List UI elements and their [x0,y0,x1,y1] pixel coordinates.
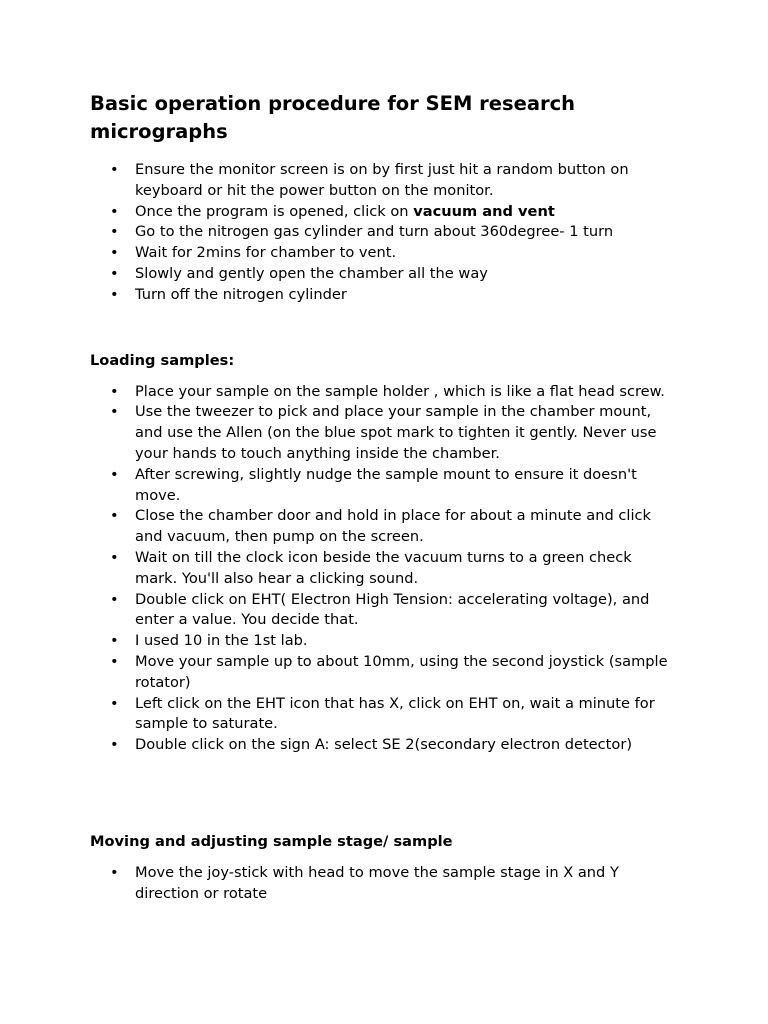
list-item [90,506,675,548]
list-item [90,631,675,652]
list-item [90,652,675,694]
list-item [90,863,675,905]
section-heading-loading: Loading samples: [90,351,235,369]
bullet: • [110,403,119,421]
list-item [90,402,675,464]
moving-steps-list [90,863,690,905]
document-page [90,90,690,905]
intro-steps-list [90,160,690,306]
step-text: Move the joy-stick with head to move the sample stage in X and Y direction or rotate [135,863,619,902]
step-text: Use the tweezer to pick and place your sample in the chamber mount, and use the Allen (on the blue spot mark to tighten it gently. Never use your hands to touch anything inside the chamber. [135,403,657,462]
bullet: • [110,694,119,712]
bullet: • [110,863,119,881]
step-text: Wait for 2mins for chamber to vent. [135,244,397,262]
list-item [90,548,675,590]
bullet: • [110,244,119,262]
list-item [90,243,675,264]
step-text: Go to the nitrogen gas cylinder and turn about 360degree- 1 turn [135,223,614,241]
step-text: Turn off the nitrogen cylinder [135,285,347,303]
step-text: Once the program is opened, click on [135,202,414,220]
step-text: I used 10 in the 1st lab. [135,632,308,650]
list-item [90,264,675,285]
step-text: Ensure the monitor screen is on by first just hit a random button on keyboard or hit the power button on the monitor. [135,161,629,199]
list-item [90,465,675,507]
bullet: • [110,202,119,220]
document-title: Basic operation procedure for SEM research micrographs [90,92,576,143]
list-item [90,222,675,243]
bullet: • [110,382,119,400]
step-text: Double click on the sign A: select SE 2(secondary electron detector) [135,736,633,754]
step-text: After screwing, slightly nudge the sample mount to ensure it doesn't move. [135,465,637,504]
step-text: Slowly and gently open the chamber all the way [135,264,488,282]
bullet: • [110,548,119,566]
bullet: • [110,632,119,650]
bullet: • [110,736,119,754]
list-item [90,694,675,736]
list-item [90,382,675,403]
bullet: • [110,161,119,178]
loading-steps-list [90,382,690,756]
list-item [90,160,675,202]
step-text: Double click on EHT( Electron High Tension: accelerating voltage), and enter a value. You decide that. [135,590,650,629]
bullet: • [110,652,119,670]
list-item [90,590,675,632]
step-text: Move your sample up to about 10mm, using the second joystick (sample rotator) [135,652,668,691]
list-item [90,735,675,756]
bullet: • [110,264,119,282]
bullet: • [110,507,119,525]
step-text: Close the chamber door and hold in place for about a minute and click and vacuum, then pump on the screen. [135,507,651,546]
step-text: Place your sample on the sample holder , which is like a flat head screw. [135,382,665,400]
bullet: • [110,285,119,303]
section-heading-moving: Moving and adjusting sample stage/ sample [90,832,453,850]
step-text: Wait on till the clock icon beside the vacuum turns to a green check mark. You'll also hear a clicking sound. [135,548,632,587]
bullet: • [110,590,119,608]
step-text: Left click on the EHT icon that has X, click on EHT on, wait a minute for sample to saturate. [135,694,655,733]
list-item [90,202,675,223]
bullet: • [110,223,119,241]
list-item [90,285,675,306]
step-bold-text: vacuum and vent [413,202,555,220]
bullet: • [110,465,119,483]
